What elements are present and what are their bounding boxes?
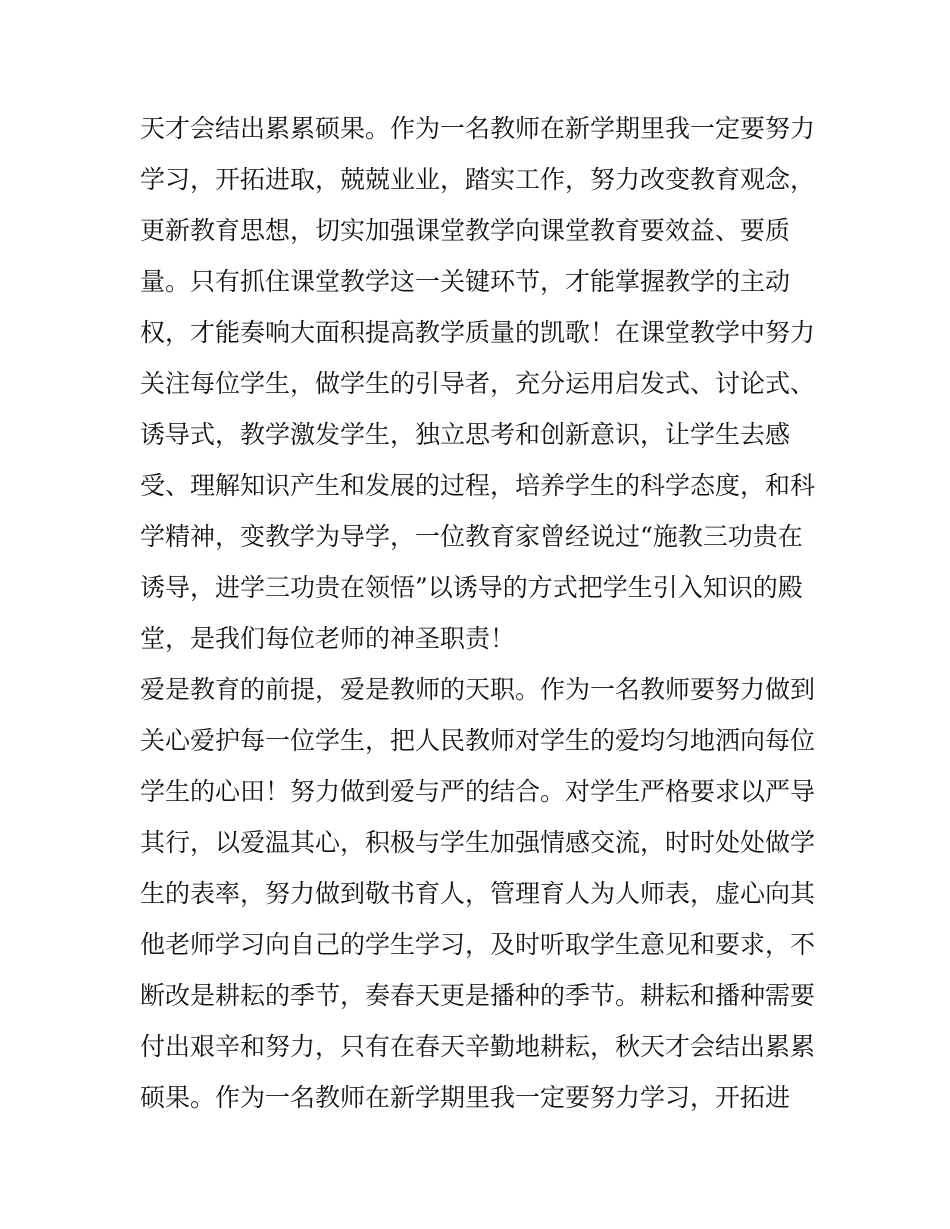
text-line: 天才会结出累累硕果。作为一名教师在新学期里我一定要努力	[140, 114, 816, 143]
text-line: 断改是耕耘的季节，奏春天更是播种的季节。耕耘和播种需要	[140, 981, 816, 1010]
text-line: 关心爱护每一位学生，把人民教师对学生的爱均匀地洒向每位	[140, 726, 816, 755]
text-line: 更新教育思想，切实加强课堂教学向课堂教育要效益、要质	[140, 216, 791, 245]
text-line: 付出艰辛和努力，只有在春天辛勤地耕耘，秋天才会结出累累	[140, 1032, 816, 1061]
text-line: 受、理解知识产生和发展的过程，培养学生的科学态度，和科	[140, 471, 816, 500]
text-line: 权，才能奏响大面积提高教学质量的凯歌！在课堂教学中努力	[140, 318, 816, 347]
body-text	[140, 103, 815, 1123]
text-line: 学精神，变教学为导学，一位教育家曾经说过“施教三功贵在	[140, 522, 803, 551]
text-line: 量。只有抓住课堂教学这一关键环节，才能掌握教学的主动	[140, 267, 791, 296]
text-line: 关注每位学生，做学生的引导者，充分运用启发式、讨论式、	[140, 369, 816, 398]
text-line: 学生的心田！努力做到爱与严的结合。对学生严格要求以严导	[140, 777, 816, 806]
text-line: 生的表率，努力做到敬书育人，管理育人为人师表，虚心向其	[140, 879, 816, 908]
text-line: 其行，以爱温其心，积极与学生加强情感交流，时时处处做学	[140, 828, 816, 857]
text-line: 学习，开拓进取，兢兢业业，踏实工作，努力改变教育观念，	[140, 165, 816, 194]
text-line: 硕果。作为一名教师在新学期里我一定要努力学习，开拓进	[140, 1083, 791, 1112]
text-line: 爱是教育的前提，爱是教师的天职。作为一名教师要努力做到	[140, 675, 816, 704]
text-line: 堂，是我们每位老师的神圣职责！	[140, 624, 516, 653]
text-line: 诱导，进学三功贵在领悟”以诱导的方式把学生引入知识的殿	[140, 573, 803, 602]
text-line: 诱导式，教学激发学生，独立思考和创新意识，让学生去感	[140, 420, 791, 449]
text-line: 他老师学习向自己的学生学习，及时听取学生意见和要求，不	[140, 930, 816, 959]
